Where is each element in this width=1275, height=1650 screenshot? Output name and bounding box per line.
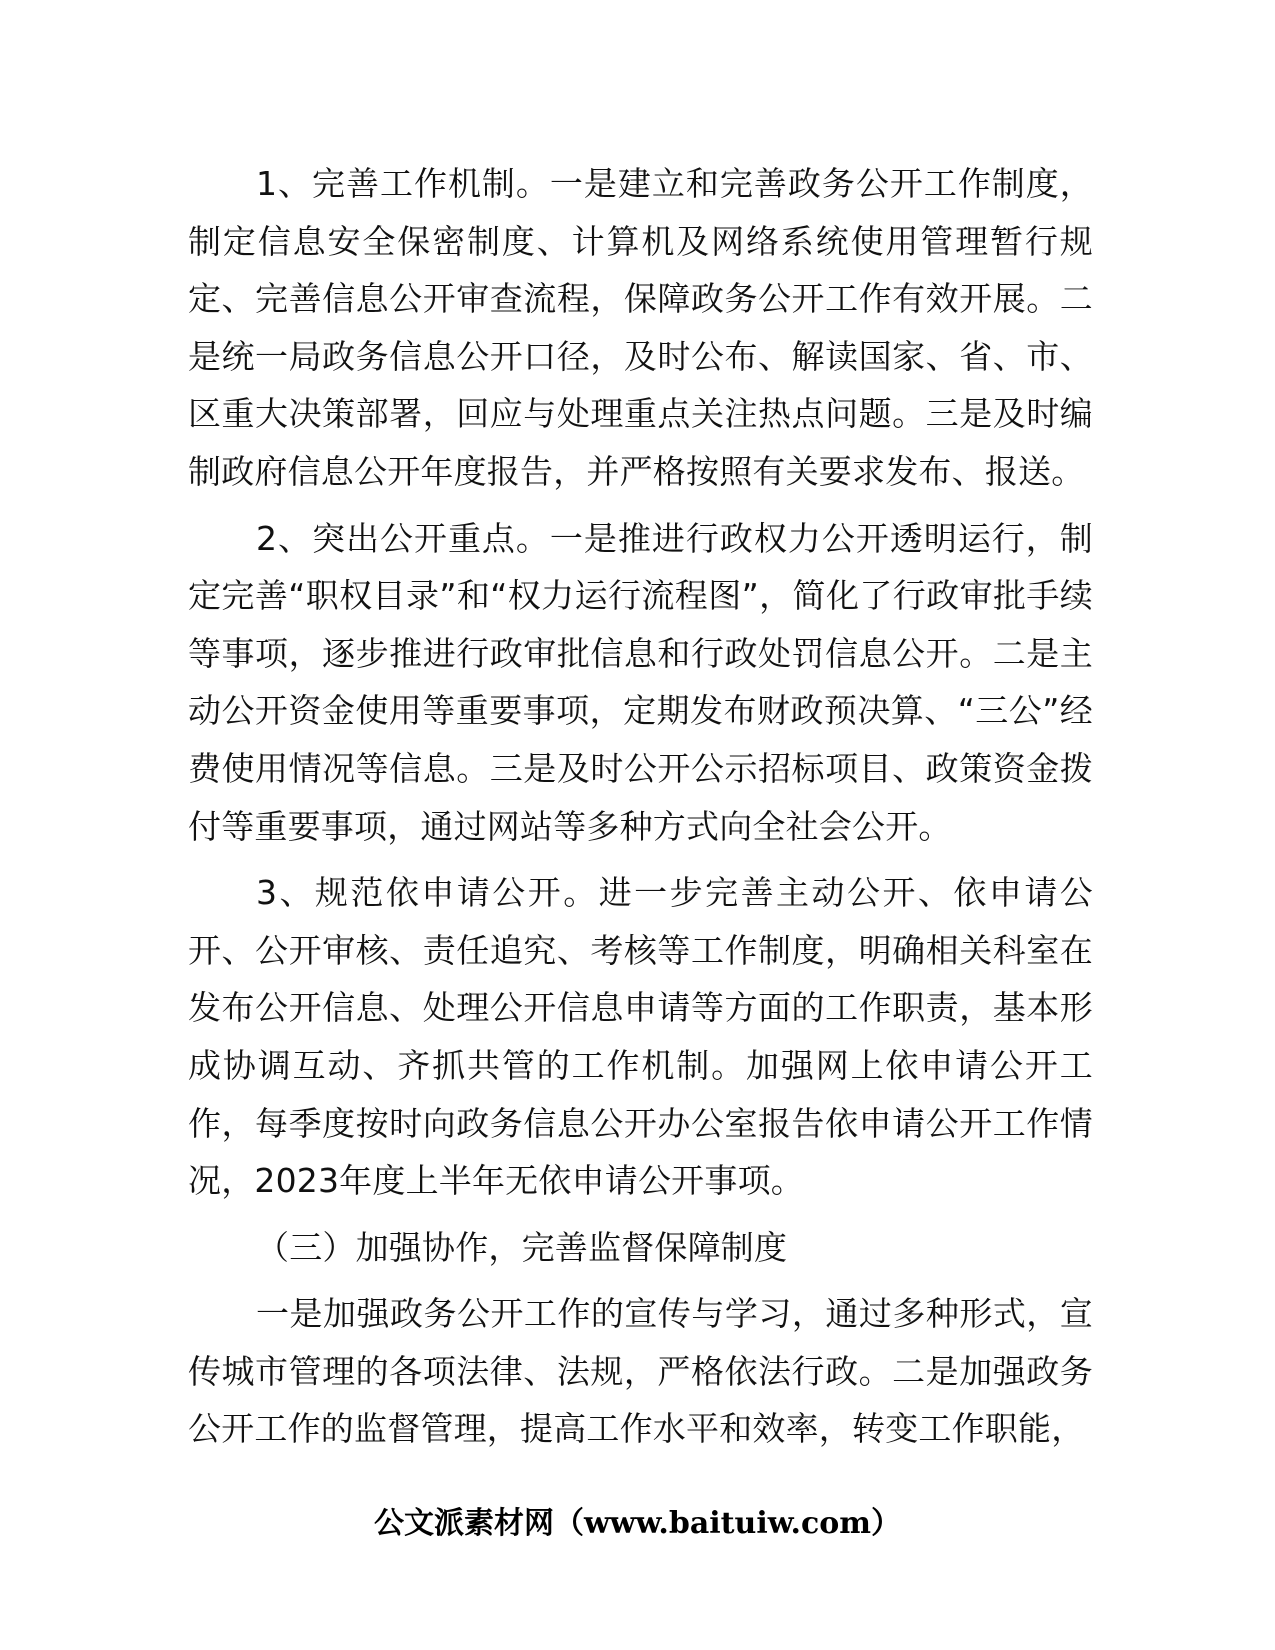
document-body [188, 155, 1093, 1458]
paragraph-highlight-priorities: 2、突出公开重点。一是推进行政权力公开透明运行，制定完善“职权目录”和“权力运行流程图”，简化了行政审批手续等事项，逐步推进行政审批信息和行政处罚信息公开。二是主动公开资金使用等重要事项，定期发布财政预决算、“三公”经费使用情况等信息。三是及时公开公示招标项目、政策资金拨付等重要事项，通过网站等多种方式向全社会公开。 [188, 518, 1093, 846]
paragraph-improve-mechanism: 1、完善工作机制。一是建立和完善政务公开工作制度，制定信息安全保密制度、计算机及网络系统使用管理暂行规定、完善信息公开审查流程，保障政务公开工作有效开展。二是统一局政务信息公开口径，及时公布、解读国家、省、市、区重大决策部署，回应与处理重点关注热点问题。三是及时编制政府信息公开年度报告，并严格按照有关要求发布、报送。 [188, 164, 1093, 491]
section-heading-3: （三）加强协作，完善监督保障制度 [256, 1227, 788, 1267]
page-footer: 公文派素材网（www.baituiw.com） [373, 1506, 902, 1541]
paragraph-regulate-applications: 3、规范依申请公开。进一步完善主动公开、依申请公开、公开审核、责任追究、考核等工作制度，明确相关科室在发布公开信息、处理公开信息申请等方面的工作职责，基本形成协调互动、齐抓共管的工作机制。加强网上依申请公开工作，每季度按时向政务信息公开办公室报告依申请公开工作情况，2023年度上半年无依申请公开事项。 [188, 873, 1093, 1201]
paragraph-supervision: 一是加强政务公开工作的宣传与学习，通过多种形式，宣传城市管理的各项法律、法规，严格依法行政。二是加强政务公开工作的监督管理，提高工作水平和效率，转变工作职能， [188, 1294, 1093, 1449]
